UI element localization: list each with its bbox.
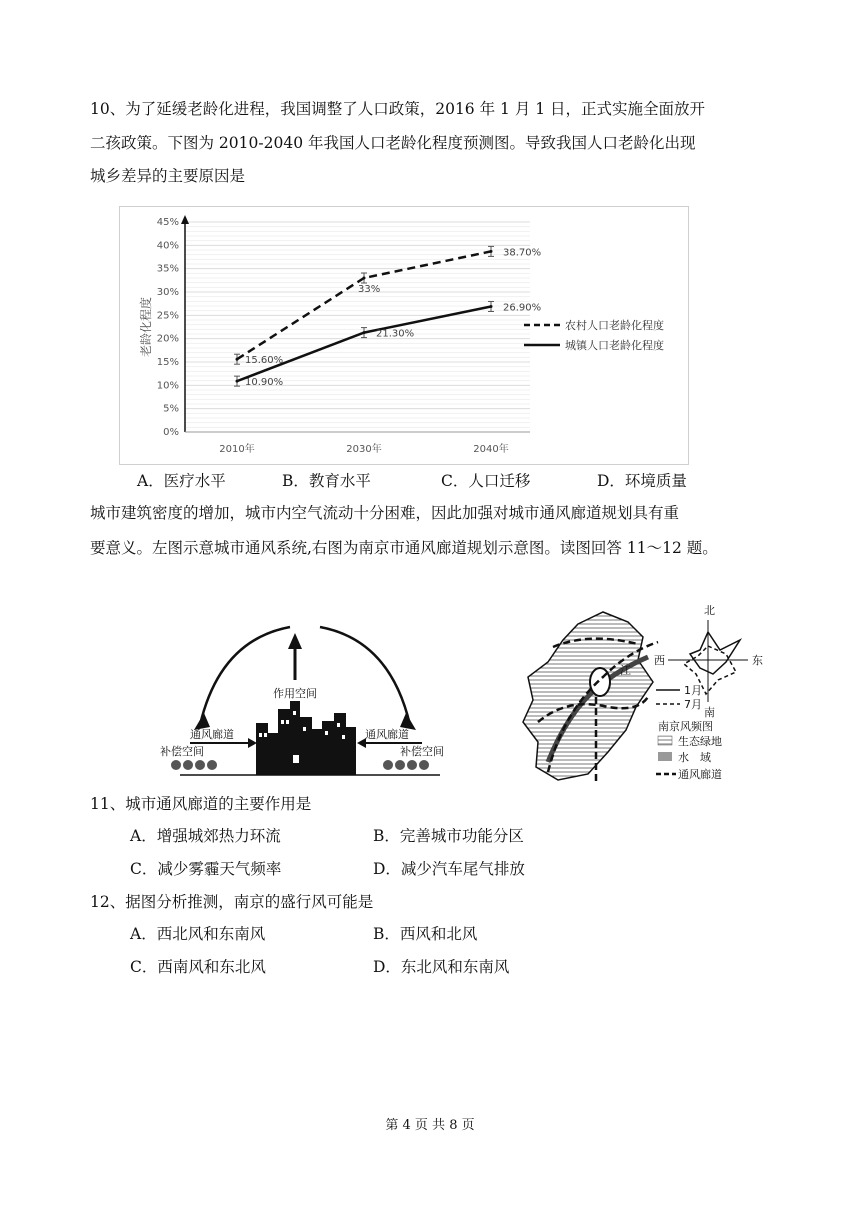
- q12-option-a: A．西北风和东南风: [130, 925, 266, 943]
- data-point: [490, 250, 493, 253]
- legend-green-swatch: [658, 736, 672, 745]
- intro-line1: 城市建筑密度的增加，城市内空气流动十分困难，因此加强对城市通风廊道规划具有重: [90, 504, 680, 522]
- river-label: 江: [620, 664, 631, 677]
- left-corridor-arrowhead: [248, 738, 257, 748]
- left-arc: [200, 627, 290, 725]
- data-point: [363, 277, 366, 280]
- y-tick-label: 0%: [163, 427, 179, 438]
- y-tick-label: 10%: [156, 380, 179, 392]
- data-label: 15.60%: [245, 355, 284, 367]
- q10-option-c: C．人口迁移: [441, 472, 531, 490]
- q11-option-d: D．减少汽车尾气排放: [373, 860, 525, 878]
- up-arrow-head: [288, 633, 302, 649]
- q11-option-b: B．完善城市功能分区: [373, 827, 524, 845]
- legend-jan: 1月: [684, 684, 702, 697]
- label-corridor-right: 通风廊道: [365, 728, 409, 741]
- x-tick-label: 2010年: [219, 444, 255, 455]
- legend-jul: 7月: [684, 698, 702, 711]
- legend-rural: 农村人口老龄化程度: [565, 319, 664, 332]
- legend-water-swatch: [658, 752, 672, 761]
- data-point: [236, 358, 239, 361]
- data-point: [236, 380, 239, 383]
- q11-option-c: C．减少雾霾天气频率: [130, 860, 282, 878]
- y-tick-label: 20%: [156, 333, 179, 345]
- y-tick-label: 15%: [156, 357, 179, 368]
- data-label: 26.90%: [503, 302, 542, 314]
- data-label: 10.90%: [245, 377, 284, 389]
- q10-stem-line1: 10、为了延缓老龄化进程，我国调整了人口政策，2016 年 1 月 1 日，正式实施全面放开: [90, 100, 706, 118]
- nanjing-corridor-map: [508, 602, 780, 787]
- q10-stem-line3: 城乡差异的主要原因是: [90, 167, 246, 185]
- wind-rose-jan: [690, 632, 740, 674]
- q12-stem: 12、据图分析推测，南京的盛行风可能是: [90, 893, 374, 911]
- y-axis-label: 老龄化程度: [139, 296, 153, 358]
- data-point: [363, 331, 366, 334]
- water-body: [590, 668, 610, 696]
- label-comp-right: 补偿空间: [400, 745, 444, 758]
- y-tick-label: 25%: [156, 310, 179, 322]
- data-label: 38.70%: [503, 247, 542, 259]
- ventilation-system-figure: [160, 605, 450, 785]
- q10-option-d: D．环境质量: [597, 472, 687, 490]
- q10-option-b: B．教育水平: [282, 472, 371, 490]
- trees-right: [383, 760, 429, 770]
- compass-west: 西: [654, 654, 665, 667]
- q12-option-b: B．西风和北风: [373, 925, 478, 943]
- x-tick-label: 2030年: [346, 444, 382, 455]
- data-label: 21.30%: [376, 328, 415, 340]
- data-point: [490, 305, 493, 308]
- x-tick-label: 2040年: [473, 444, 509, 455]
- label-action-space: 作用空间: [273, 687, 317, 700]
- trees-left: [171, 760, 217, 770]
- y-tick-label: 30%: [156, 287, 179, 298]
- q11-stem: 11、城市通风廊道的主要作用是: [90, 795, 312, 813]
- y-tick-label: 40%: [156, 240, 179, 252]
- compass-east: 东: [752, 654, 763, 667]
- legend-water: 水 域: [678, 751, 711, 764]
- q10-option-a: A．医疗水平: [137, 472, 226, 490]
- data-label: 33%: [358, 284, 381, 295]
- page-footer: 第 4 页 共 8 页: [385, 1118, 475, 1133]
- legend: [524, 318, 664, 352]
- wind-rose-title: 南京风频图: [658, 720, 713, 733]
- y-axis-arrow: [181, 215, 189, 224]
- compass-south: 南: [704, 706, 715, 719]
- aging-chart-svg: [120, 207, 688, 464]
- q12-option-d: D．东北风和东南风: [373, 958, 510, 976]
- q10-stem-line2: 二孩政策。下图为 2010-2040 年我国人口老龄化程度预测图。导致我国人口老龄化出现: [90, 134, 696, 152]
- label-comp-left: 补偿空间: [160, 745, 204, 758]
- intro-line2: 要意义。左图示意城市通风系统,右图为南京市通风廊道规划示意图。读图回答 11～12 题。: [90, 539, 718, 557]
- legend-green: 生态绿地: [678, 735, 722, 748]
- y-tick-label: 5%: [163, 403, 179, 415]
- aging-chart: [119, 206, 689, 465]
- legend-urban: 城镇人口老龄化程度: [565, 339, 664, 352]
- q12-option-c: C．西南风和东北风: [130, 958, 266, 976]
- legend-corridor: 通风廊道: [678, 768, 722, 781]
- q11-option-a: A．增强城郊热力环流: [130, 827, 281, 845]
- y-tick-label: 45%: [156, 217, 179, 228]
- y-tick-label: 35%: [156, 263, 179, 275]
- right-arc: [320, 627, 410, 725]
- city-skyline: [256, 701, 356, 775]
- label-corridor-left: 通风廊道: [190, 728, 234, 741]
- compass-north: 北: [704, 604, 715, 617]
